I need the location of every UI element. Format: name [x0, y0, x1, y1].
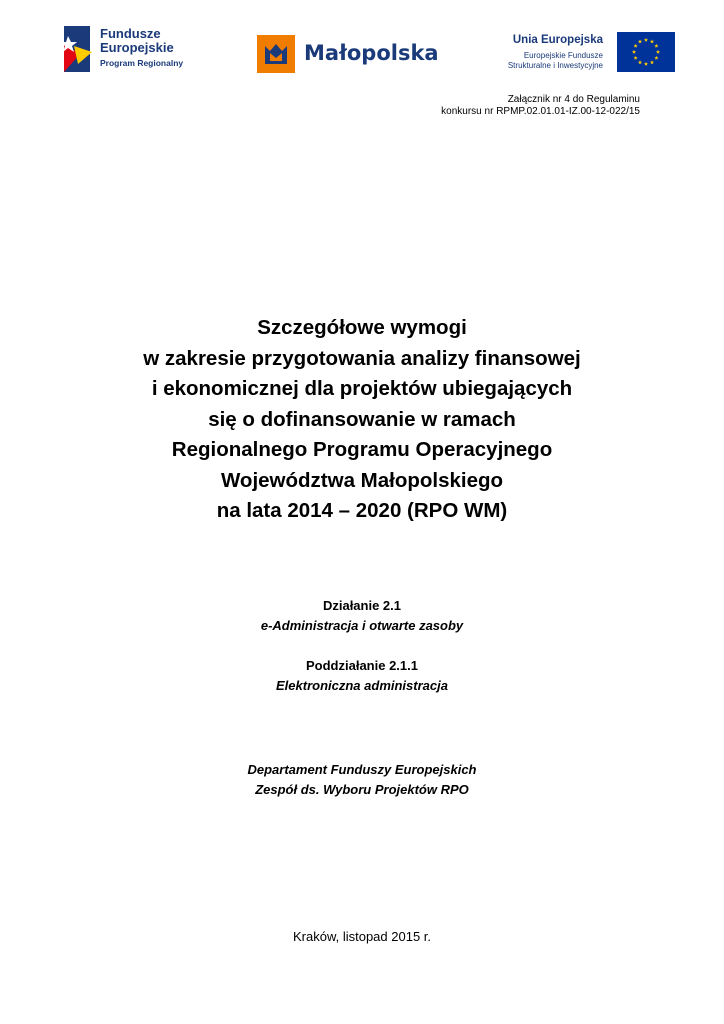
malopolska-crest-icon	[256, 34, 296, 74]
annex-note	[441, 94, 640, 117]
malopolska-text: Małopolska	[304, 41, 439, 65]
logo-bar	[0, 0, 724, 90]
department-line2: Zespół ds. Wyboru Projektów RPO	[255, 782, 469, 797]
title-line: w zakresie przygotowania analizy finansowej	[143, 346, 581, 370]
fundusze-line1: Fundusze	[100, 26, 161, 41]
action-name: e-Administracja i otwarte zasoby	[260, 618, 464, 633]
title-line: na lata 2014 – 2020 (RPO WM)	[216, 499, 508, 522]
title-line: Szczegółowe wymogi	[257, 316, 467, 339]
action-label: Działanie 2.1	[322, 598, 402, 613]
ue-line1: Unia Europejska	[512, 34, 603, 46]
title-line: Województwa Małopolskiego	[220, 468, 504, 492]
fundusze-line3: Program Regionalny	[100, 58, 184, 68]
document-title	[60, 313, 664, 527]
annex-line2: konkursu nr RPMP.02.01.01-IZ.00-12-022/15	[441, 105, 640, 117]
malopolska-logo	[256, 34, 446, 74]
title-line: i ekonomicznej dla projektów ubiegających	[151, 377, 573, 400]
department-block	[60, 760, 664, 800]
department-line1: Departament Funduszy Europejskich	[247, 762, 477, 777]
annex-line1: Załącznik nr 4 do Regulaminu	[507, 94, 640, 105]
action-block	[60, 596, 664, 636]
title-line: się o dofinansowanie w ramach	[208, 407, 516, 431]
ue-line2: Europejskie Fundusze	[523, 51, 603, 60]
unia-europejska-logo	[490, 30, 675, 76]
ue-line3: Strukturalne i Inwestycyjne	[507, 61, 603, 70]
fundusze-europejskie-logo	[60, 24, 190, 76]
subaction-name: Elektroniczna administracja	[276, 678, 448, 693]
fundusze-europejskie-emblem-icon	[60, 24, 96, 74]
place-date: Kraków, listopad 2015 r.	[292, 929, 432, 944]
fundusze-line2: Europejskie	[100, 40, 174, 55]
eu-flag-icon	[617, 32, 675, 72]
subaction-label: Poddziałanie 2.1.1	[306, 658, 418, 673]
title-line: Regionalnego Programu Operacyjnego	[171, 438, 553, 461]
subaction-block	[60, 656, 664, 696]
